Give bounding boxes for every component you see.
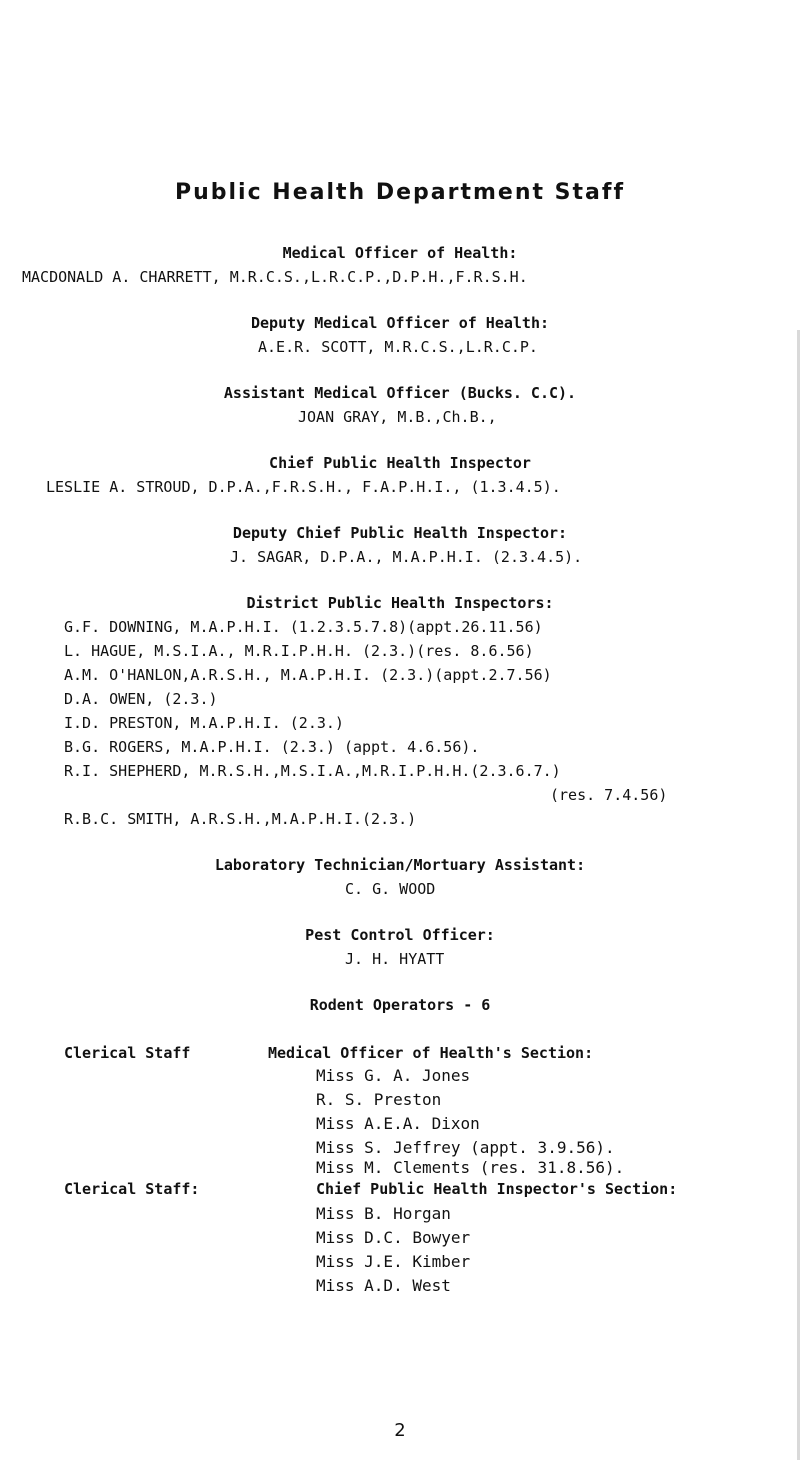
page-number: 2 <box>394 1420 406 1441</box>
district-phi-line: B.G. ROGERS, M.A.P.H.I. (2.3.) (appt. 4.6.56). <box>64 738 480 756</box>
district-phi-line: D.A. OWEN, (2.3.) <box>64 690 218 708</box>
assistant-mo-name: JOAN GRAY, M.B.,Ch.B., <box>298 408 497 426</box>
clerical-staff-label: Clerical Staff <box>64 1044 191 1062</box>
district-phi-line: A.M. O'HANLON,A.R.S.H., M.A.P.H.I. (2.3.)(appt.2.7.56) <box>64 666 552 684</box>
pest-control-heading: Pest Control Officer: <box>305 926 495 944</box>
clerical-cphi-name: Miss D.C. Bowyer <box>316 1228 471 1247</box>
clerical-cphi-name: Miss A.D. West <box>316 1276 451 1295</box>
district-phi-heading: District Public Health Inspectors: <box>246 594 554 612</box>
clerical-cphi-name: Miss J.E. Kimber <box>316 1252 471 1271</box>
clerical-cphi-name: Miss B. Horgan <box>316 1204 451 1223</box>
district-phi-line: G.F. DOWNING, M.A.P.H.I. (1.2.3.5.7.8)(appt.26.11.56) <box>64 618 543 636</box>
clerical-staff-label: Clerical Staff: <box>64 1180 200 1198</box>
district-phi-line: (res. 7.4.56) <box>550 786 668 804</box>
district-phi-line: R.I. SHEPHERD, M.R.S.H.,M.S.I.A.,M.R.I.P.H.H.(2.3.6.7.) <box>64 762 561 780</box>
chief-phi-name: LESLIE A. STROUD, D.P.A.,F.R.S.H., F.A.P.H.I., (1.3.4.5). <box>46 478 561 496</box>
clerical-moh-name: Miss A.E.A. Dixon <box>316 1114 480 1133</box>
clerical-moh-name: Miss G. A. Jones <box>316 1066 471 1085</box>
pest-control-name: J. H. HYATT <box>345 950 445 968</box>
deputy-moh-name: A.E.R. SCOTT, M.R.C.S.,L.R.C.P. <box>258 338 538 356</box>
assistant-mo-heading: Assistant Medical Officer (Bucks. C.C). <box>223 384 577 402</box>
clerical-moh-name: Miss S. Jeffrey (appt. 3.9.56). <box>316 1138 615 1157</box>
deputy-chief-phi-heading: Deputy Chief Public Health Inspector: <box>232 524 568 542</box>
district-phi-line: L. HAGUE, M.S.I.A., M.R.I.P.H.H. (2.3.)(res. 8.6.56) <box>64 642 534 660</box>
lab-tech-name: C. G. WOOD <box>345 880 436 898</box>
deputy-moh-heading: Deputy Medical Officer of Health: <box>250 314 549 332</box>
moh-heading: Medical Officer of Health: <box>282 244 518 262</box>
lab-tech-heading: Laboratory Technician/Mortuary Assistant: <box>214 856 586 874</box>
moh-name: MACDONALD A. CHARRETT, M.R.C.S.,L.R.C.P.,D.P.H.,F.R.S.H. <box>22 268 528 286</box>
district-phi-line: R.B.C. SMITH, A.R.S.H.,M.A.P.H.I.(2.3.) <box>64 810 417 828</box>
clerical-cphi-section-heading: Chief Public Health Inspector's Section: <box>316 1180 678 1198</box>
deputy-chief-phi-name: J. SAGAR, D.P.A., M.A.P.H.I. (2.3.4.5). <box>230 548 583 566</box>
chief-phi-heading: Chief Public Health Inspector <box>269 454 531 472</box>
rodent-operators-heading: Rodent Operators - 6 <box>309 996 491 1014</box>
clerical-moh-section-heading: Medical Officer of Health's Section: <box>268 1044 594 1062</box>
clerical-moh-name: Miss M. Clements (res. 31.8.56). <box>316 1158 625 1177</box>
page-title: Public Health Department Staff <box>174 180 626 205</box>
district-phi-line: I.D. PRESTON, M.A.P.H.I. (2.3.) <box>64 714 344 732</box>
clerical-moh-name: R. S. Preston <box>316 1090 442 1109</box>
